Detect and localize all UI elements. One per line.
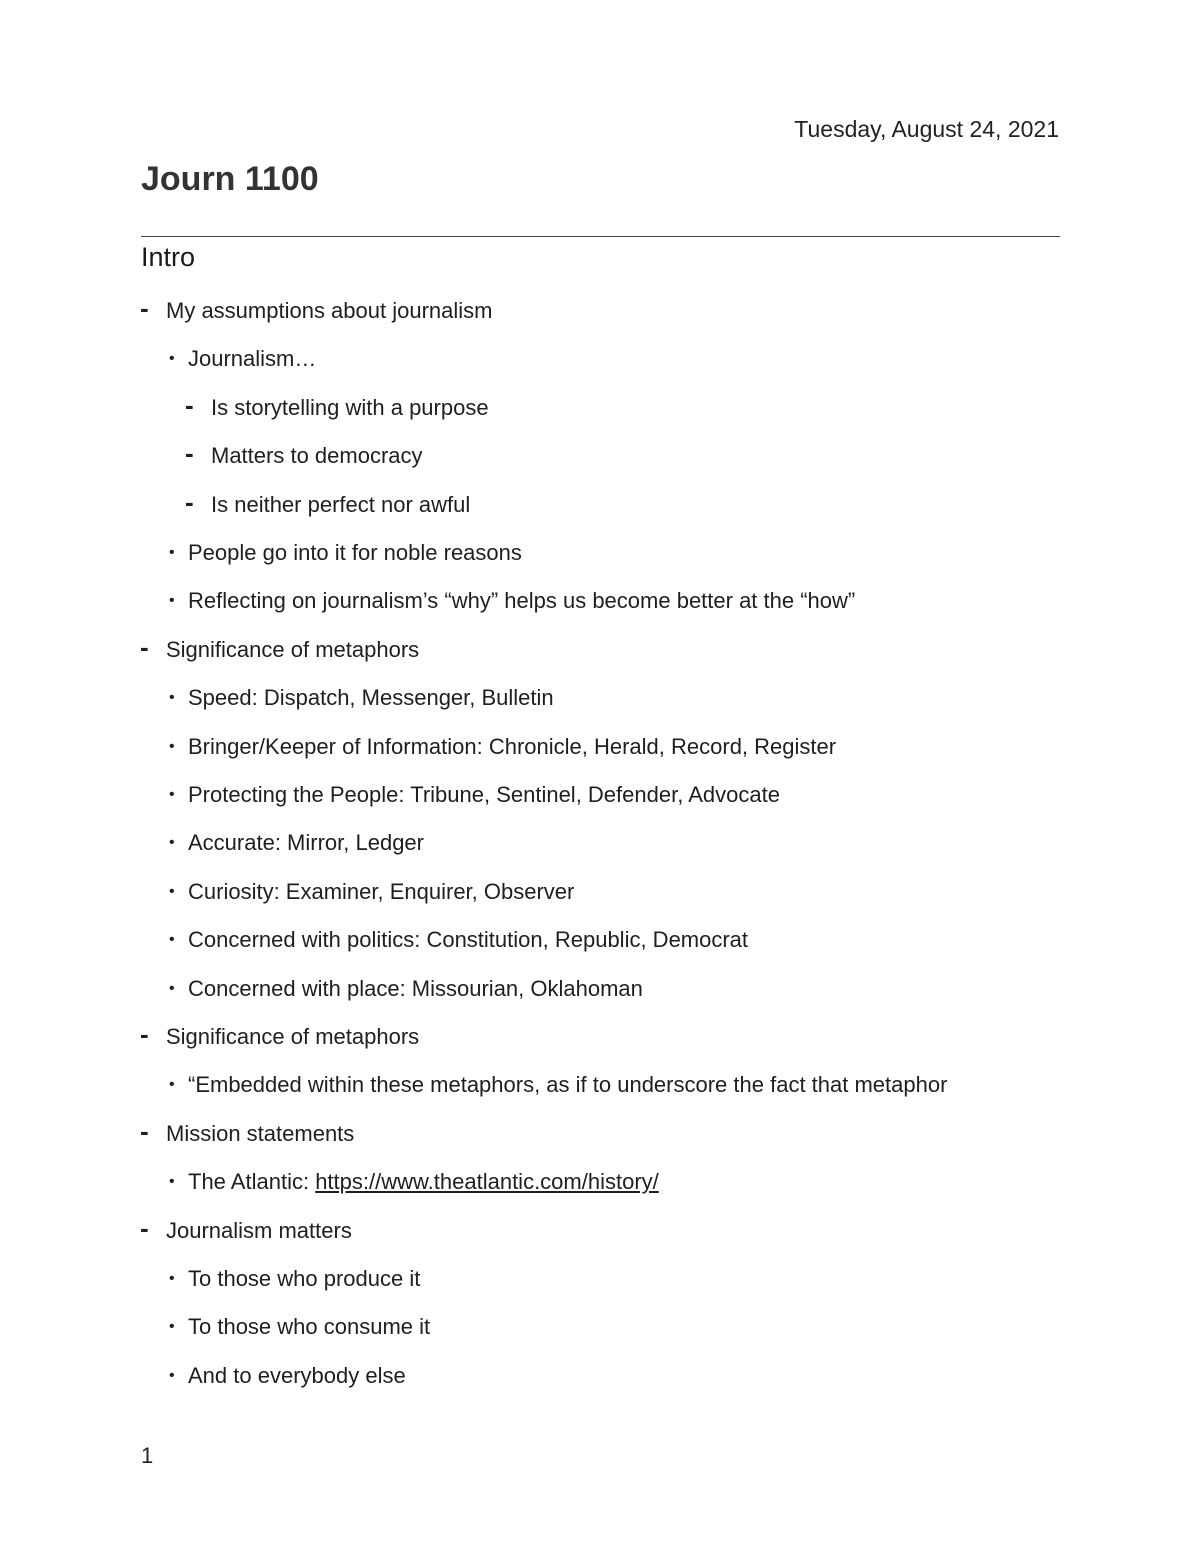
outline-item-level-1	[169, 1361, 406, 1391]
outline-item-text: Protecting the People: Tribune, Sentinel, Defender, Advocate	[188, 782, 780, 807]
dash-marker: -	[140, 631, 149, 662]
outline-item-text: Accurate: Mirror, Ledger	[188, 830, 424, 856]
bullet-marker: •	[169, 350, 175, 368]
dash-marker: -	[140, 293, 149, 323]
outline-item-text: Is storytelling with a purpose	[211, 394, 489, 420]
outline-item-text: “Embedded within these metaphors, as if to underscore the fact that metaphor	[188, 1072, 948, 1098]
bullet-marker: •	[169, 689, 175, 707]
outline-item-level-0	[140, 631, 420, 665]
bullet-marker: •	[169, 592, 175, 610]
outline-item-text: Concerned with politics: Constitution, Republic, Democrat	[188, 927, 749, 953]
outline-item-level-1	[169, 877, 575, 907]
outline-item-level-2	[185, 389, 489, 423]
outline-item-text: Journalism…	[188, 346, 317, 372]
atlantic-history-link[interactable]: https://www.theatlantic.com/history/	[315, 1169, 659, 1195]
bullet-marker: •	[169, 979, 175, 997]
outline-item-level-1	[169, 344, 317, 374]
outline-item-level-1	[169, 683, 554, 713]
outline-item-level-2	[185, 438, 423, 471]
outline-item-level-0	[140, 1115, 355, 1149]
bullet-marker: •	[169, 786, 175, 803]
dash-marker: -	[140, 1212, 149, 1243]
outline-item-level-1	[169, 732, 837, 762]
outline-item-text: The Atlantic:	[188, 1169, 316, 1195]
outline-item-text: Curiosity: Examiner, Enquirer, Observer	[188, 878, 575, 904]
outline-item-level-1	[169, 1070, 948, 1100]
outline-item-text: Bringer/Keeper of Information: Chronicle, Herald, Record, Register	[188, 733, 837, 759]
outline-item-text: Speed: Dispatch, Messenger, Bulletin	[188, 685, 554, 711]
outline-item-level-2	[185, 486, 471, 520]
date-header: Tuesday, August 24, 2021	[794, 116, 1059, 142]
outline-item-text: My assumptions about journalism	[166, 298, 493, 323]
title-divider	[141, 236, 1060, 237]
dash-marker: -	[185, 486, 194, 517]
outline-item-text: People go into it for noble reasons	[188, 540, 522, 565]
bullet-marker: •	[169, 931, 175, 949]
section-heading: Intro	[141, 242, 196, 272]
bullet-marker: •	[169, 737, 175, 755]
bullet-marker: •	[169, 882, 175, 900]
outline-item-level-0	[140, 1019, 420, 1052]
outline-item-level-1	[169, 1312, 431, 1342]
outline-item-level-1	[169, 586, 856, 616]
outline-item-level-1	[169, 538, 522, 568]
dash-marker: -	[140, 1115, 149, 1146]
outline-item-text: Matters to democracy	[211, 443, 423, 469]
outline-item-text: Journalism matters	[166, 1217, 352, 1243]
outline-item-text: Concerned with place: Missourian, Oklahoman	[188, 975, 643, 1001]
bullet-marker: •	[169, 1318, 175, 1336]
bullet-marker: •	[169, 544, 175, 561]
page-number: 1	[141, 1443, 154, 1468]
outline-item-level-0	[140, 1212, 352, 1246]
dash-marker: -	[140, 1019, 149, 1049]
bullet-marker: •	[169, 1173, 175, 1191]
outline-item-text: To those who consume it	[188, 1314, 431, 1340]
outline-item-text: And to everybody else	[188, 1362, 406, 1388]
bullet-marker: •	[169, 1270, 175, 1287]
outline-item-level-1	[169, 925, 749, 955]
outline-item-text: Is neither perfect nor awful	[211, 491, 471, 517]
bullet-marker: •	[169, 1076, 175, 1094]
bullet-marker: •	[169, 834, 175, 852]
outline-item-text: To those who produce it	[188, 1266, 421, 1291]
outline-item-text: Significance of metaphors	[166, 1024, 420, 1049]
outline-item-level-1	[169, 828, 424, 858]
document-title: Journ 1100	[141, 160, 319, 198]
outline-item-level-1	[169, 1264, 421, 1294]
outline-item-level-0	[140, 293, 493, 326]
outline-item-level-1	[169, 780, 780, 810]
dash-marker: -	[185, 438, 194, 469]
outline-item-text: Reflecting on journalism’s “why” helps us become better at the “how”	[188, 588, 856, 614]
outline-item-text: Significance of metaphors	[166, 636, 420, 662]
bullet-marker: •	[169, 1366, 175, 1384]
outline-item-text: Mission statements	[166, 1120, 355, 1146]
dash-marker: -	[185, 389, 194, 420]
outline-item-level-1	[169, 974, 643, 1004]
outline-item-level-1	[169, 1167, 659, 1197]
